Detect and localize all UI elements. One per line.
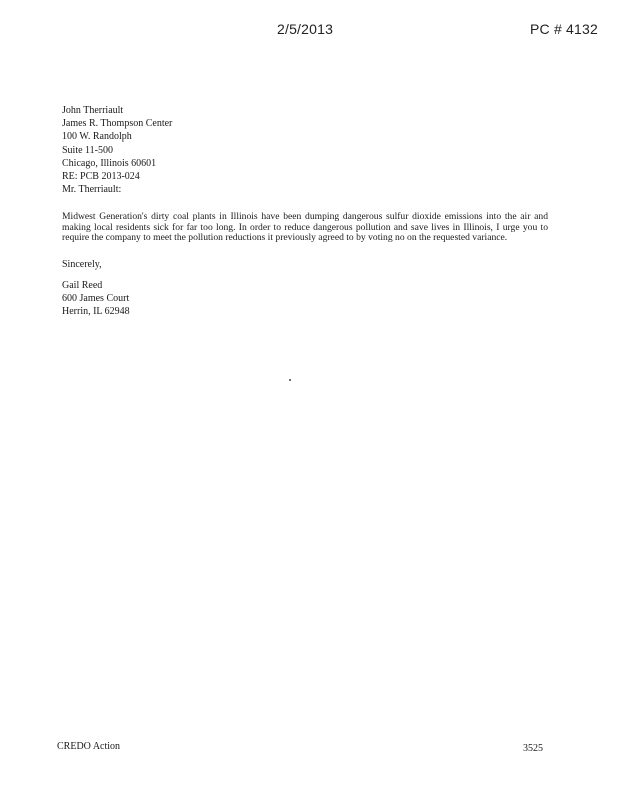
footer-page-number: 3525	[523, 743, 543, 754]
signer-street: 600 James Court	[62, 293, 130, 305]
recipient-name: John Therriault	[62, 105, 124, 116]
scan-speck	[289, 379, 291, 381]
recipient-city: Chicago, Illinois 60601	[62, 157, 157, 169]
header-pc-number: PC # 4132	[530, 21, 598, 37]
recipient-address	[62, 104, 362, 170]
signer-name: Gail Reed	[62, 280, 103, 291]
signer-block	[62, 279, 262, 319]
closing: Sincerely,	[62, 259, 102, 270]
footer-organization: CREDO Action	[57, 741, 121, 752]
recipient-building: James R. Thompson Center	[62, 118, 173, 130]
recipient-suite: Suite 11-500	[62, 144, 114, 156]
letter-body: Midwest Generation's dirty coal plants in Illinois have been dumping dangerous sulfur dioxide emissions into the air and making local residents sick for far too long. In order to reduce dangerous pollution and save lives in Illinois, I urge you to require the company to meet the pollution reductions it previously agreed to by voting no on the requested variance.	[62, 211, 548, 244]
signer-city: Herrin, IL 62948	[62, 306, 130, 318]
re-line: RE: PCB 2013-024	[62, 171, 140, 182]
header-date: 2/5/2013	[277, 21, 334, 37]
salutation: Mr. Therriault:	[62, 184, 122, 195]
recipient-street: 100 W. Randolph	[62, 131, 132, 143]
